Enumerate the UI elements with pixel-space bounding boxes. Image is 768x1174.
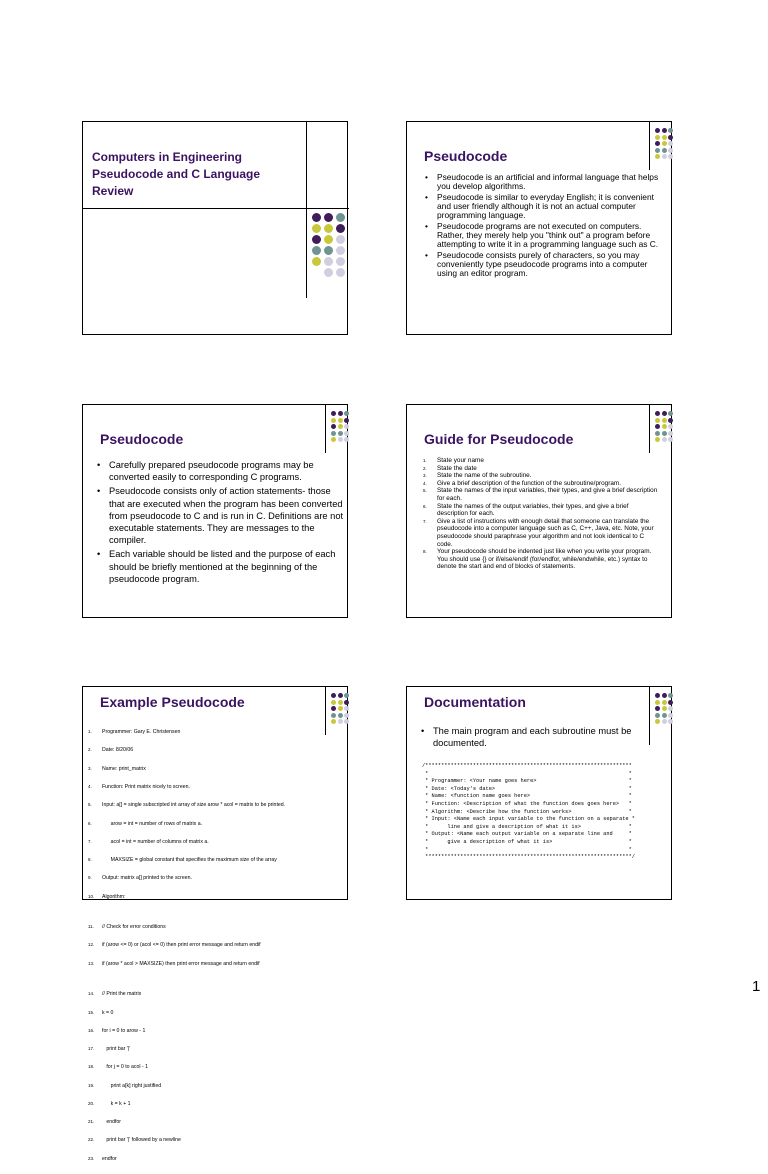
line-number: 11. [88,924,94,930]
title-line: Computers in Engineering [92,150,243,164]
dot [668,148,673,153]
divider-vertical [306,122,307,298]
line-text: print bar '|' [102,1046,131,1053]
dot [668,141,673,146]
list-item [423,457,659,465]
line-text: for j = 0 to acol - 1 [102,1064,148,1071]
dot [655,424,660,429]
dot [655,141,660,146]
dot [331,719,336,724]
bullet-item: • Pseudocode programs are not executed on computers. Rather, they merely help you "think out" a program before attempting to write it in a programming language such as C. [425,222,665,249]
line-text: Algorithm: [102,893,126,900]
dot [655,128,660,133]
dot [655,431,660,436]
dot [331,700,336,705]
line-number: 20. [88,1100,95,1106]
line-number: 22. [88,1137,95,1143]
code-line [88,821,324,827]
code-line [88,1064,324,1070]
line-number: 18. [88,1064,95,1070]
documentation-template: /***************************************************************** * * * Programmer: <Your name goes here> * * Date: <Today's date> * * Name: <function name goes here> * * Function: <Description of what the function does goes here> * * Algorithm: <Describe how the function works> * * Input: <Name each input variable to the function on a separate * * line and give a description of what it is> * * Output: <Name each output variable on a separate line and * * give a description of what it is> * * * *****************************************************************/ [422,763,635,861]
line-text: k = 0 [102,1009,114,1016]
dot [344,700,349,705]
bullet-item: • Pseudocode is similar to everyday English; it is convenient and user friendly although it is not an actual computer programming language. [425,193,665,220]
dot [331,411,336,416]
item-number: 3. [423,473,427,479]
dot [338,700,343,705]
line-number: 10. [88,893,95,899]
dot [336,257,345,266]
dot [336,235,345,244]
dot [338,418,343,423]
line-number: 21. [88,1119,95,1125]
line-number: 4. [88,784,92,790]
dot [662,437,667,442]
bullet-item: • Each variable should be listed and the purpose of each should be briefly mentioned at the beginning of the pseudocode program. [97,548,345,585]
code-line [88,1046,324,1052]
dot [324,257,333,266]
code-line [88,766,324,772]
decorative-dots [655,693,673,724]
bullet-item: • Pseudocode is an artificial and informal language that helps you develop algorithms. [425,173,665,191]
dot [312,235,321,244]
item-text: State the names of the input variables, their types, and give a brief description for each. [437,487,658,502]
line-text: Date: 8/20/06 [102,747,134,754]
item-text: Give a brief description of the function of the subroutine/program. [437,479,622,487]
dot [668,706,673,711]
dot [344,437,349,442]
line-text: Output: matrix a[] printed to the screen. [102,875,192,882]
dot [668,431,673,436]
dot [662,148,667,153]
slide-2-title: Pseudocode [424,148,508,164]
dot [331,706,336,711]
dot [338,424,343,429]
item-text: Your pseudocode should be indented just like when you write your program. You should use {} or if/else/endif (for/endfor, while/endwhile, etc.) syntax to denote the start and end of blocks of statements. [437,548,652,571]
item-number: 4. [423,480,427,486]
line-number: 12. [88,942,95,948]
pseudocode-lines [88,717,324,1174]
dot [662,713,667,718]
dot [668,128,673,133]
slide-3 [82,404,348,618]
dot [324,235,333,244]
line-text: print a[k] right justified [102,1082,162,1089]
line-number: 15. [88,1009,95,1015]
dot [662,135,667,140]
line-text: if (arow * acol > MAXSIZE) then print error message and return endif [102,960,260,967]
dot [655,411,660,416]
slide-1-title [92,149,302,200]
dot [336,268,345,277]
item-number: 7. [423,518,427,524]
decorative-dots [655,411,673,442]
line-text: if (arow <= 0) or (acol <= 0) then print error message and return endif [102,942,261,949]
code-line [88,942,324,948]
line-number: 5. [88,802,92,808]
line-text: endfor [102,1119,122,1126]
line-number: 19. [88,1082,95,1088]
dot [344,713,349,718]
code-line [88,894,324,900]
divider-vertical [649,405,650,453]
dot [344,431,349,436]
dot [655,719,660,724]
dot [668,437,673,442]
code-line [88,784,324,790]
dot [331,437,336,442]
dot [344,719,349,724]
line-number: 13. [88,960,95,966]
dot [324,224,333,233]
dot [655,713,660,718]
code-line [88,1010,324,1016]
dot [331,713,336,718]
dot [655,700,660,705]
dot [331,424,336,429]
dot [338,431,343,436]
code-line [88,1156,324,1162]
divider-horizontal [83,208,349,209]
slide-6 [406,686,672,900]
line-text: k = k + 1 [102,1100,131,1107]
line-text: MAXSIZE = global constant that specifies the maximum size of the array [102,857,277,864]
line-number: 8. [88,857,92,863]
list-item [423,465,659,473]
dot [668,154,673,159]
dot [336,213,345,222]
code-line [88,1137,324,1143]
item-number: 1. [423,458,427,463]
divider-vertical [649,122,650,170]
dot [655,693,660,698]
list-item [423,518,659,548]
code-line [88,924,324,930]
slide-4-title: Guide for Pseudocode [424,431,574,447]
line-text: // Print the matrix [102,991,142,998]
dot [662,424,667,429]
item-text: State the name of the subroutine. [437,472,532,480]
slide-5-title: Example Pseudocode [100,694,245,710]
code-line [88,961,324,967]
dot [312,246,321,255]
line-text: arow = int = number of rows of matrix a. [102,820,203,827]
bullet-list [97,459,345,587]
item-text: State the date [437,464,477,472]
line-number: 2. [88,747,92,753]
list-item [423,480,659,488]
code-line [88,857,324,863]
dot [344,411,349,416]
dot [655,135,660,140]
line-number: 6. [88,820,92,826]
dot [655,154,660,159]
line-number: 9. [88,875,92,881]
title-line: Pseudocode and C Language [92,167,261,181]
bullet-item: • Pseudocode consists purely of characters, so you may conveniently type pseudocode programs into a computer using an editor program. [425,251,665,278]
line-text: Function: Print matrix nicely to screen. [102,784,190,791]
item-number: 8. [423,549,427,555]
decorative-dots [312,213,345,277]
line-text: print bar '|' followed by a newline [102,1137,181,1144]
dot [662,693,667,698]
bullet-list [425,173,665,280]
line-number: 23. [88,1155,95,1161]
list-item [423,472,659,480]
bullet-item: • The main program and each subroutine must be documented. [421,725,651,749]
item-number: 5. [423,488,427,494]
bullet-list [421,725,651,751]
dot [668,700,673,705]
line-number: 1. [88,729,92,735]
slide-6-title: Documentation [424,694,526,710]
dot [312,268,321,277]
list-item [423,487,659,502]
list-item [423,548,659,571]
numbered-list [423,457,659,571]
dot [662,154,667,159]
slide-2 [406,121,672,335]
dot [655,148,660,153]
line-number: 14. [88,991,95,997]
dot [324,246,333,255]
line-text: Input: a[] = single subscripted int array of size arow * acol = matrix to be printed. [102,802,286,809]
line-text: Programmer: Gary E. Christensen [102,729,181,736]
slide-5 [82,686,348,1162]
dot [331,418,336,423]
code-line [88,991,324,997]
dot [344,706,349,711]
line-text: Name: print_matrix [102,765,146,772]
dot [344,693,349,698]
dot [655,437,660,442]
dot [331,431,336,436]
dot [331,693,336,698]
code-line [88,839,324,845]
dot [668,418,673,423]
dot [338,706,343,711]
decorative-dots [655,128,673,159]
dot [662,418,667,423]
code-line [88,802,324,808]
dot [655,418,660,423]
dot [344,424,349,429]
dot [338,719,343,724]
title-line: Review [92,184,134,198]
dot [336,246,345,255]
dot [668,135,673,140]
divider-vertical [325,687,326,735]
slide-4 [406,404,672,618]
line-text: // Check for error conditions [102,924,166,931]
code-line [88,747,324,753]
item-text: State the names of the output variables, their types, and give a brief description for each. [437,502,629,518]
item-number: 2. [423,465,427,471]
dot [312,213,321,222]
line-number: 16. [88,1027,95,1033]
dot [338,693,343,698]
code-line [88,1083,324,1089]
list-item [423,503,659,518]
dot [662,719,667,724]
slide-1 [82,121,348,335]
dot [662,411,667,416]
dot [662,431,667,436]
dot [338,713,343,718]
dot [668,411,673,416]
code-line [88,1119,324,1125]
dot [662,141,667,146]
dot [668,719,673,724]
dot [668,424,673,429]
item-number: 6. [423,503,427,509]
line-text: endfor [102,1155,117,1162]
dot [668,713,673,718]
dot [336,224,345,233]
line-number: 17. [88,1046,95,1052]
dot [662,700,667,705]
line-text: acol = int = number of columns of matrix a. [102,838,209,845]
slide-3-title: Pseudocode [100,431,184,447]
item-text: State your name [437,457,484,464]
bullet-item: • Carefully prepared pseudocode programs may be converted easily to corresponding C programs. [97,459,345,483]
decorative-dots [331,693,349,724]
decorative-dots [331,411,349,442]
code-line [88,1101,324,1107]
divider-vertical [325,405,326,453]
code-line [88,875,324,881]
dot [338,411,343,416]
dot [338,437,343,442]
dot [662,706,667,711]
dot [324,268,333,277]
dot [312,224,321,233]
dot [655,706,660,711]
item-text: Give a list of instructions with enough detail that someone can translate the pseudocode into a computer language such as C, C++, Java, etc. Note, your pseudocode should paraphrase your algorithm and not look identical to C code. [437,517,654,548]
code-line [88,729,324,735]
dot [662,128,667,133]
dot [312,257,321,266]
bullet-item: • Pseudocode consists only of action statements- those that are executed when the program has been converted from pseudocode to C and is run in C. Definitions are not executable statements. They are messages to the compiler. [97,485,345,546]
page-number: 1 [752,978,761,995]
code-line [88,1028,324,1034]
line-number: 7. [88,838,92,844]
dot [668,693,673,698]
dot [324,213,333,222]
line-number: 3. [88,765,92,771]
line-text: for i = 0 to arow - 1 [102,1027,146,1034]
dot [344,418,349,423]
